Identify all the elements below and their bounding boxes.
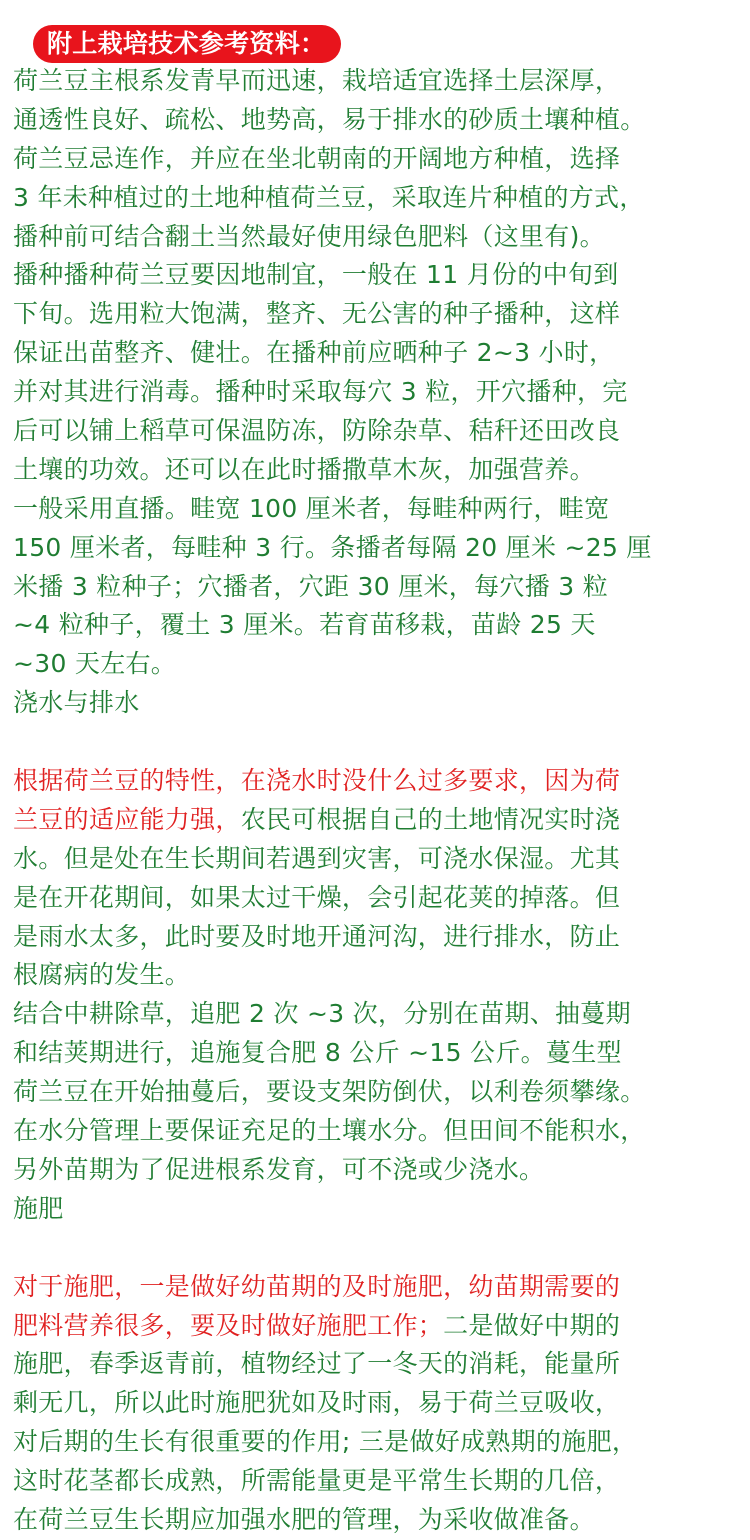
watering-section	[13, 840, 743, 1190]
text-line: 一般采用直播。畦宽 100 厘米者，每畦种两行，畦宽	[13, 493, 610, 523]
text-line: 在水分管理上要保证充足的土壤水分。但田间不能积水，	[13, 1116, 646, 1146]
watering-highlight-line: 根据荷兰豆的特性，在浇水时没什么过多要求，因为荷	[13, 766, 621, 796]
text-line: 保证出苗整齐、健壮。在播种前应晒种子 2~3 小时，	[13, 338, 615, 368]
text-line: 荷兰豆主根系发青早而迅速，栽培适宜选择土层深厚，	[13, 66, 621, 95]
section-heading-fertilizing: 施肥	[13, 1193, 64, 1223]
article-body	[13, 62, 743, 1540]
text-line: 是雨水太多，此时要及时地开通河沟，进行排水，防止	[13, 921, 621, 951]
text-line: 150 厘米者，每畦种 3 行。条播者每隔 20 厘米 ~25 厘	[13, 532, 652, 562]
spacer	[13, 723, 743, 762]
text-line: 并对其进行消毒。播种时采取每穴 3 粒，开穴播种，完	[13, 377, 628, 407]
fertilizing-highlight-span: 肥料营养很多，要及时做好施肥工作；	[13, 1310, 444, 1340]
text-line: 荷兰豆忌连作，并应在坐北朝南的开阔地方种植，选择	[13, 143, 621, 173]
section-heading-watering: 浇水与排水	[13, 688, 140, 718]
text-line: 后可以铺上稻草可保温防冻，防除杂草、秸秆还田改良	[13, 416, 621, 446]
text-line: ~30 天左右。	[13, 649, 177, 679]
watering-normal-span: 农民可根据自己的土地情况实时浇	[240, 804, 621, 834]
text-line: 通透性良好、疏松、地势高，易于排水的砂质土壤种植。	[13, 104, 646, 134]
text-line: 水。但是处在生长期间若遇到灾害，可浇水保湿。尤其	[13, 843, 621, 873]
text-line: 这时花茎都长成熟，所需能量更是平常生长期的几倍，	[13, 1466, 621, 1496]
text-line: ~4 粒种子，覆土 3 厘米。若育苗移栽，苗龄 25 天	[13, 610, 596, 640]
text-line: 播种播种荷兰豆要因地制宜，一般在 11 月份的中旬到	[13, 260, 619, 290]
text-line: 下旬。选用粒大饱满，整齐、无公害的种子播种，这样	[13, 299, 621, 329]
watering-mixed-line	[13, 801, 743, 840]
text-line: 3 年未种植过的土地种植荷兰豆，采取连片种植的方式，	[13, 182, 645, 212]
text-line: 和结荚期进行，追施复合肥 8 公斤 ~15 公斤。蔓生型	[13, 1038, 622, 1068]
text-line: 荷兰豆在开始抽蔓后，要设支架防倒伏，以利卷须攀缘。	[13, 1077, 646, 1107]
fertilizing-mixed-line	[13, 1307, 743, 1346]
watering-highlight-span: 兰豆的适应能力强，	[13, 804, 241, 834]
fertilizing-normal-span: 二是做好中期的	[443, 1310, 621, 1340]
text-line: 播种前可结合翻土当然最好使用绿色肥料（这里有)。	[13, 221, 605, 251]
text-line: 米播 3 粒种子；穴播者，穴距 30 厘米，每穴播 3 粒	[13, 571, 609, 601]
fertilizing-section	[13, 1345, 743, 1539]
text-line: 在荷兰豆生长期应加强水肥的管理，为采收做准备。	[13, 1504, 595, 1534]
fertilizing-highlight-line: 对于施肥，一是做好幼苗期的及时施肥，幼苗期需要的	[13, 1271, 621, 1301]
text-line: 土壤的功效。还可以在此时播撒草木灰，加强营养。	[13, 454, 595, 484]
text-line: 另外苗期为了促进根系发育，可不浇或少浇水。	[13, 1154, 545, 1184]
text-line: 对后期的生长有很重要的作用; 三是做好成熟期的施肥，	[13, 1427, 638, 1457]
spacer	[13, 1229, 743, 1268]
section-banner: 附上栽培技术参考资料：	[33, 25, 341, 63]
text-line: 剩无几，所以此时施肥犹如及时雨，易于荷兰豆吸收，	[13, 1388, 621, 1418]
text-line: 结合中耕除草，追肥 2 次 ~3 次，分别在苗期、抽蔓期	[13, 999, 631, 1029]
planting-section	[13, 62, 743, 684]
text-line: 施肥，春季返青前，植物经过了一冬天的消耗，能量所	[13, 1349, 621, 1379]
text-line: 根腐病的发生。	[13, 960, 191, 990]
text-line: 是在开花期间，如果太过干燥，会引起花荚的掉落。但	[13, 882, 621, 912]
